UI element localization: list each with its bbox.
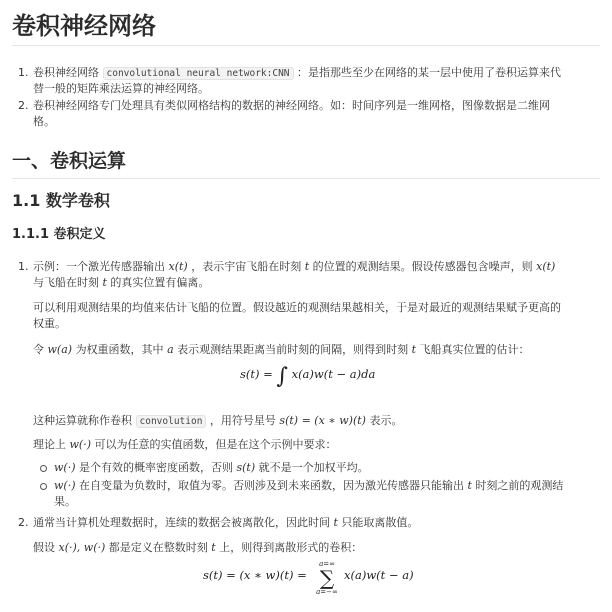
bullet-1-text [54, 460, 369, 476]
math-a: a [167, 343, 174, 356]
req-text-a: 理论上 [33, 438, 66, 451]
bullet-2-text-b: 时刻之前的观测结 [475, 479, 564, 492]
math-x-of-t-2: x(t) [536, 260, 556, 273]
example-text-a: 示例：一个激光传感器输出 [33, 260, 165, 273]
bullet-1-math-w: w(·) [54, 461, 76, 474]
weight-text-b: 为权重函数，其中 [75, 343, 164, 356]
discrete-text-a: 通常当计算机处理数据时，连续的数据会被离散化，因此时间 [33, 516, 330, 529]
example-text-d: 与飞船在时刻 [33, 276, 99, 289]
section-heading: 一、卷积运算 [12, 150, 127, 172]
cnn-term-code: convolutional neural network:CNN [103, 67, 294, 80]
math-t: t [304, 260, 310, 273]
discrete-math-xw: x(·), w(·) [58, 541, 106, 554]
integral-sign: ∫ [276, 364, 288, 389]
bullet-2-math-w: w(·) [54, 479, 76, 492]
example-line-1 [33, 259, 555, 275]
discrete-text-e: 上，则得到离散形式的卷积： [219, 541, 363, 554]
intro-item-2-line-1: 卷积神经网络专门处理具有类似网格结构的数据的神经网络。如：时间序列是一维网格，图像数据是二维网 [33, 99, 550, 112]
weighting-para-line-2: 权重。 [33, 317, 66, 330]
page-title: 卷积神经网络 [12, 12, 156, 40]
bullet-2-text-a: 在自变量为负数时，取值为零。否则涉及到未来函数，因为激光传感器只能输出 [79, 479, 464, 492]
bullet-2-math-t: t [467, 479, 472, 492]
integral-formula [240, 364, 375, 389]
discrete-math-t: t [333, 516, 338, 529]
example-item-number: 1. [18, 260, 29, 273]
math-t-3: t [411, 343, 417, 356]
weight-function-para [33, 342, 530, 358]
subsection-heading: 1.1 数学卷积 [12, 191, 110, 210]
conv-text-b: ，用符号星号 [209, 414, 276, 427]
title-divider [12, 45, 600, 46]
req-text-b: 可以为任意的实值函数，但是在这个示例中要求： [94, 438, 337, 451]
example-text-b: ，表示宇宙飞船在时刻 [191, 260, 302, 273]
intro-item-2-line-2: 格。 [33, 115, 55, 128]
math-w-of-a: w(a) [47, 343, 73, 356]
intro-item-1-number: 1. [18, 66, 29, 79]
requirement-para [33, 437, 337, 453]
intro-item-1-text-a: 卷积神经网络 [33, 66, 99, 79]
intro-item-2-number: 2. [18, 99, 29, 112]
example-text-c: 的位置的观测结果。假设传感器包含噪声，则 [312, 260, 533, 273]
discrete-text-d: 都是定义在整数时刻 [108, 541, 208, 554]
discrete-math-t-2: t [211, 541, 216, 554]
discrete-text-c: 假设 [33, 541, 55, 554]
subsubsection-heading: 1.1.1 卷积定义 [12, 227, 106, 242]
math-w-dot: w(·) [69, 438, 91, 451]
weight-text-d: 飞船真实位置的估计： [419, 343, 530, 356]
math-convolution-notation: s(t) = (x ∗ w)(t) [279, 414, 366, 427]
summation-sign: ∑ [319, 566, 335, 590]
math-t-2: t [102, 276, 107, 289]
weight-text-c: 表示观测结果距离当前时刻的间隔，则得到时刻 [177, 343, 409, 356]
weighting-para-line-1: 可以利用观测结果的均值来估计飞船的位置。假设越近的观测结果越相关，于是对最近的观测结果赋予更高的 [33, 301, 561, 314]
intro-item-1-line-2: 替一般的矩阵乘法运算的神经网络。 [33, 82, 209, 95]
summation-formula-rhs: x(a)w(t − a) [344, 568, 414, 582]
intro-item-1-text-b: ：是指那些至少在网络的某一层中使用了卷积运算来代 [297, 66, 562, 79]
example-text-e: 的真实位置有偏离。 [110, 276, 210, 289]
bullet-2-line-1 [54, 478, 563, 494]
discrete-text-b: 只能取离散值。 [341, 516, 419, 529]
discrete-line-1 [33, 515, 418, 531]
math-x-of-t: x(t) [168, 260, 188, 273]
bullet-2-line-2: 果。 [54, 495, 76, 508]
section-divider [12, 178, 600, 179]
summation-block [314, 560, 340, 596]
bullet-marker-2 [40, 483, 47, 490]
summation-formula-lhs: s(t) = (x ∗ w)(t) = [203, 568, 307, 582]
bullet-1-text-a: 是个有效的概率密度函数，否则 [79, 461, 233, 474]
example-line-2 [33, 275, 209, 291]
conv-text-c: 表示。 [369, 414, 403, 427]
summation-lower-limit: a=−∞ [316, 588, 338, 596]
intro-item-1-line-1 [33, 65, 561, 82]
convolution-para [33, 413, 402, 430]
discrete-item-number: 2. [18, 516, 29, 529]
discrete-assumption-para [33, 540, 362, 556]
summation-upper-limit: a=∞ [319, 560, 335, 568]
integral-formula-rhs: x(a)w(t − a)da [291, 367, 376, 381]
weight-text-a: 令 [33, 343, 44, 356]
bullet-marker-1 [40, 465, 47, 472]
convolution-term-code: convolution [136, 415, 207, 428]
conv-text-a: 这种运算就称作卷积 [33, 414, 132, 427]
integral-formula-lhs: s(t) = [240, 367, 273, 381]
bullet-1-math-s: s(t) [236, 461, 256, 474]
bullet-1-text-b: 就不是一个加权平均。 [258, 461, 369, 474]
